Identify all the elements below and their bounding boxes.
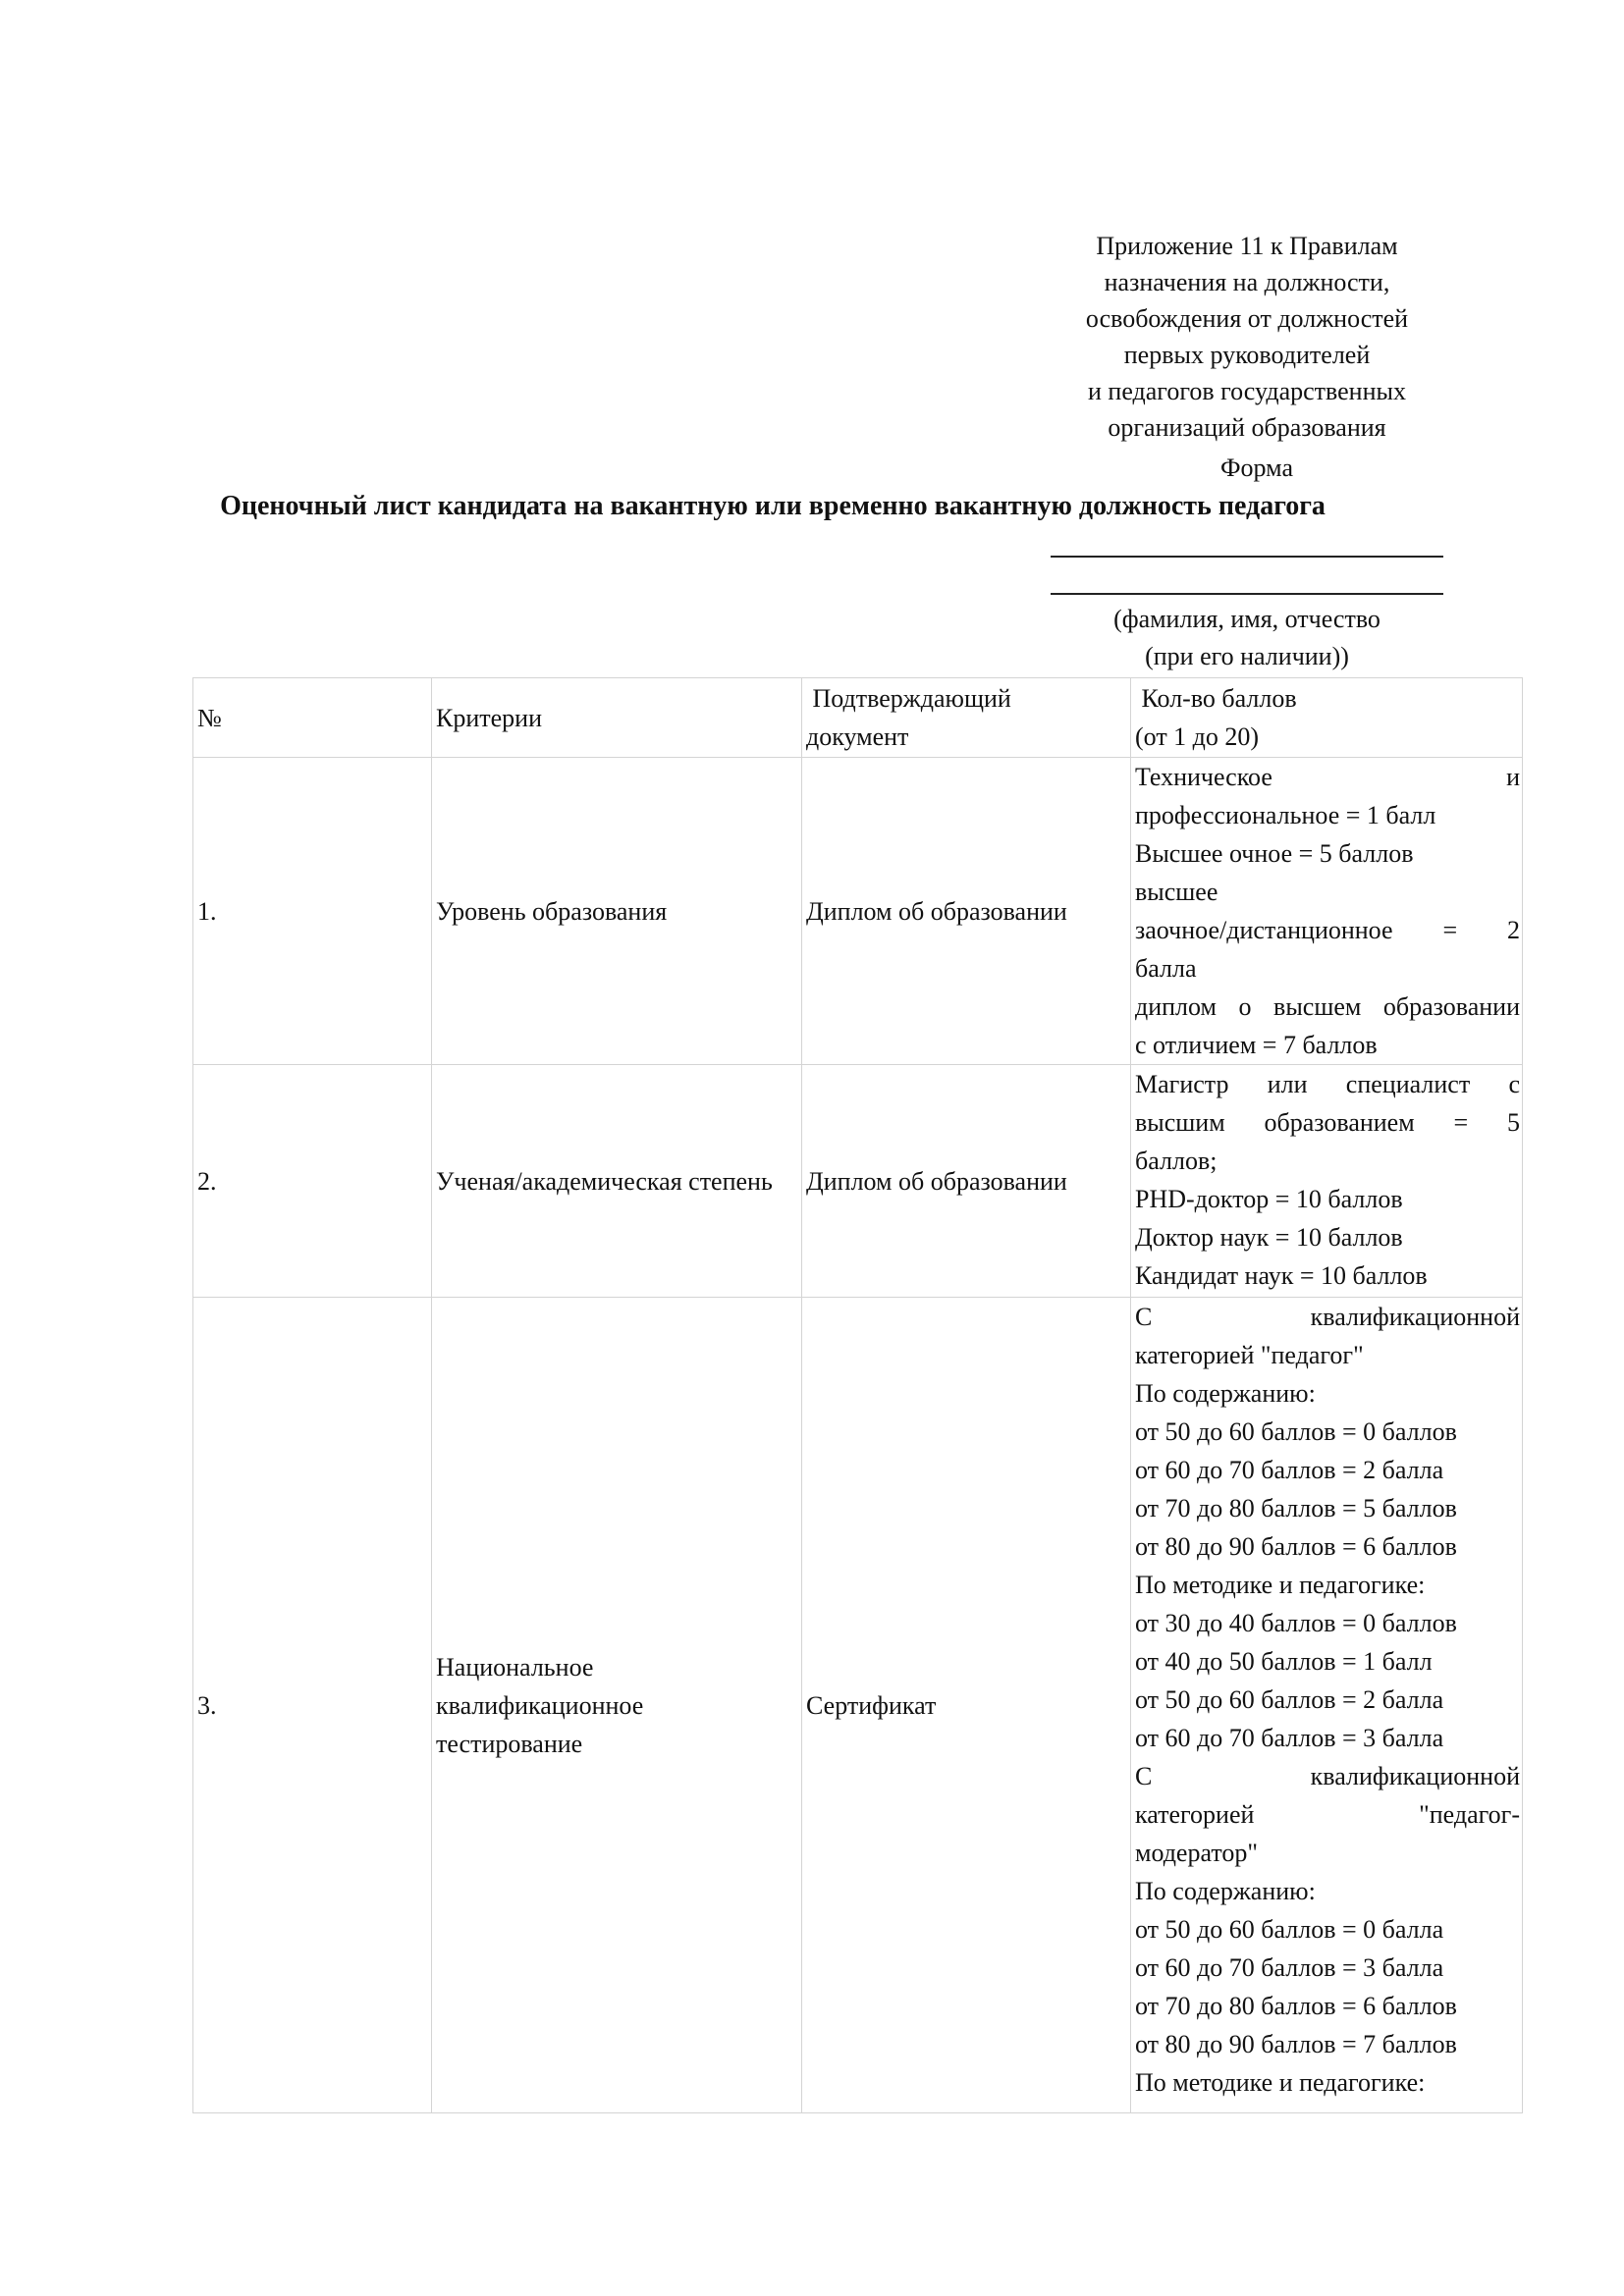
row-criteria [432, 1298, 802, 2113]
row-points [1131, 758, 1523, 1065]
row-criteria [432, 758, 802, 1065]
points-line: Техническое и [1135, 763, 1520, 791]
header-document [802, 678, 1131, 758]
header-document-line: Подтверждающий [806, 684, 1011, 713]
row-points [1131, 1298, 1523, 2113]
row-num: 1. [193, 758, 432, 1065]
criteria-line: Ученая/академическая степень [436, 1166, 773, 1196]
points-line: PHD-доктор = 10 баллов [1135, 1185, 1403, 1213]
header-document-line: документ [806, 722, 909, 751]
fio-blank-line [1051, 556, 1443, 558]
points-line: балла [1135, 954, 1197, 983]
criteria-line: тестирование [436, 1729, 583, 1758]
appendix-line: освобождения от должностей [1085, 304, 1409, 333]
points-line: от 50 до 60 баллов = 0 баллов [1135, 1417, 1457, 1446]
points-line: от 50 до 60 баллов = 0 балла [1135, 1915, 1444, 1944]
appendix-line: и педагогов государственных [1088, 377, 1406, 405]
points-line: от 60 до 70 баллов = 3 балла [1135, 1953, 1444, 1982]
points-line: заочное/дистанционное = 2 [1135, 916, 1520, 944]
points-line: от 50 до 60 баллов = 2 балла [1135, 1685, 1444, 1714]
header-points-line: (от 1 до 20) [1135, 722, 1260, 751]
header-num: № [193, 678, 432, 758]
points-line: баллов; [1135, 1147, 1218, 1175]
points-line: С квалификационной [1135, 1762, 1520, 1790]
row-document: Диплом об образовании [802, 1065, 1131, 1298]
points-line: от 30 до 40 баллов = 0 баллов [1135, 1609, 1457, 1637]
row-points [1131, 1065, 1523, 1298]
header-criteria: Критерии [432, 678, 802, 758]
row-document: Диплом об образовании [802, 758, 1131, 1065]
criteria-line: Национальное [436, 1652, 594, 1682]
header-points [1131, 678, 1523, 758]
fio-caption-line: (фамилия, имя, отчество [1113, 605, 1380, 633]
points-line: от 80 до 90 баллов = 6 баллов [1135, 1532, 1457, 1561]
points-line: По методике и педагогике: [1135, 1571, 1426, 1599]
points-line: По содержанию: [1135, 1877, 1316, 1905]
points-line: высшее [1135, 878, 1218, 906]
appendix-line: первых руководителей [1123, 341, 1371, 369]
fio-blank-line [1051, 593, 1443, 595]
form-label: Форма [1220, 454, 1293, 482]
points-line: Доктор наук = 10 баллов [1135, 1223, 1403, 1252]
document-title: Оценочный лист кандидата на вакантную или временно вакантную должность педагога [220, 491, 1326, 521]
row-num: 3. [193, 1298, 432, 2113]
appendix-heading [1001, 228, 1492, 446]
points-line: профессиональное = 1 балл [1135, 801, 1436, 829]
row-num: 2. [193, 1065, 432, 1298]
points-line: от 60 до 70 баллов = 3 балла [1135, 1724, 1444, 1752]
points-line: Магистр или специалист с [1135, 1070, 1520, 1098]
points-line: от 70 до 80 баллов = 6 баллов [1135, 1992, 1457, 2020]
appendix-line: Приложение 11 к Правилам [1096, 232, 1398, 260]
points-line: По методике и педагогике: [1135, 2068, 1426, 2097]
points-line: По содержанию: [1135, 1379, 1316, 1408]
criteria-line: Уровень образования [436, 896, 668, 926]
points-line: диплом о высшем образовании [1135, 992, 1520, 1021]
points-line: С квалификационной [1135, 1303, 1520, 1331]
evaluation-table [192, 677, 1523, 2113]
points-line: Высшее очное = 5 баллов [1135, 839, 1414, 868]
appendix-line: организаций образования [1108, 413, 1386, 442]
criteria-line: квалификационное [436, 1690, 644, 1720]
row-document: Сертификат [802, 1298, 1131, 2113]
points-line: от 80 до 90 баллов = 7 баллов [1135, 2030, 1457, 2058]
points-line: от 70 до 80 баллов = 5 баллов [1135, 1494, 1457, 1522]
fio-caption [1051, 601, 1443, 675]
points-line: от 60 до 70 баллов = 2 балла [1135, 1456, 1444, 1484]
table-row [193, 1298, 1523, 2113]
header-points-line: Кол-во баллов [1135, 684, 1297, 713]
table-header-row [193, 678, 1523, 758]
row-criteria [432, 1065, 802, 1298]
points-line: модератор" [1135, 1839, 1258, 1867]
points-line: от 40 до 50 баллов = 1 балл [1135, 1647, 1433, 1676]
appendix-line: назначения на должности, [1104, 268, 1390, 296]
points-line: категорией "педагог" [1135, 1341, 1364, 1369]
points-line: Кандидат наук = 10 баллов [1135, 1261, 1428, 1290]
fio-caption-line: (при его наличии)) [1145, 642, 1349, 670]
points-line: категорией "педагог- [1135, 1800, 1520, 1829]
table-row [193, 758, 1523, 1065]
points-line: высшим образованием = 5 [1135, 1108, 1520, 1137]
points-line: с отличием = 7 баллов [1135, 1031, 1378, 1059]
table-row [193, 1065, 1523, 1298]
